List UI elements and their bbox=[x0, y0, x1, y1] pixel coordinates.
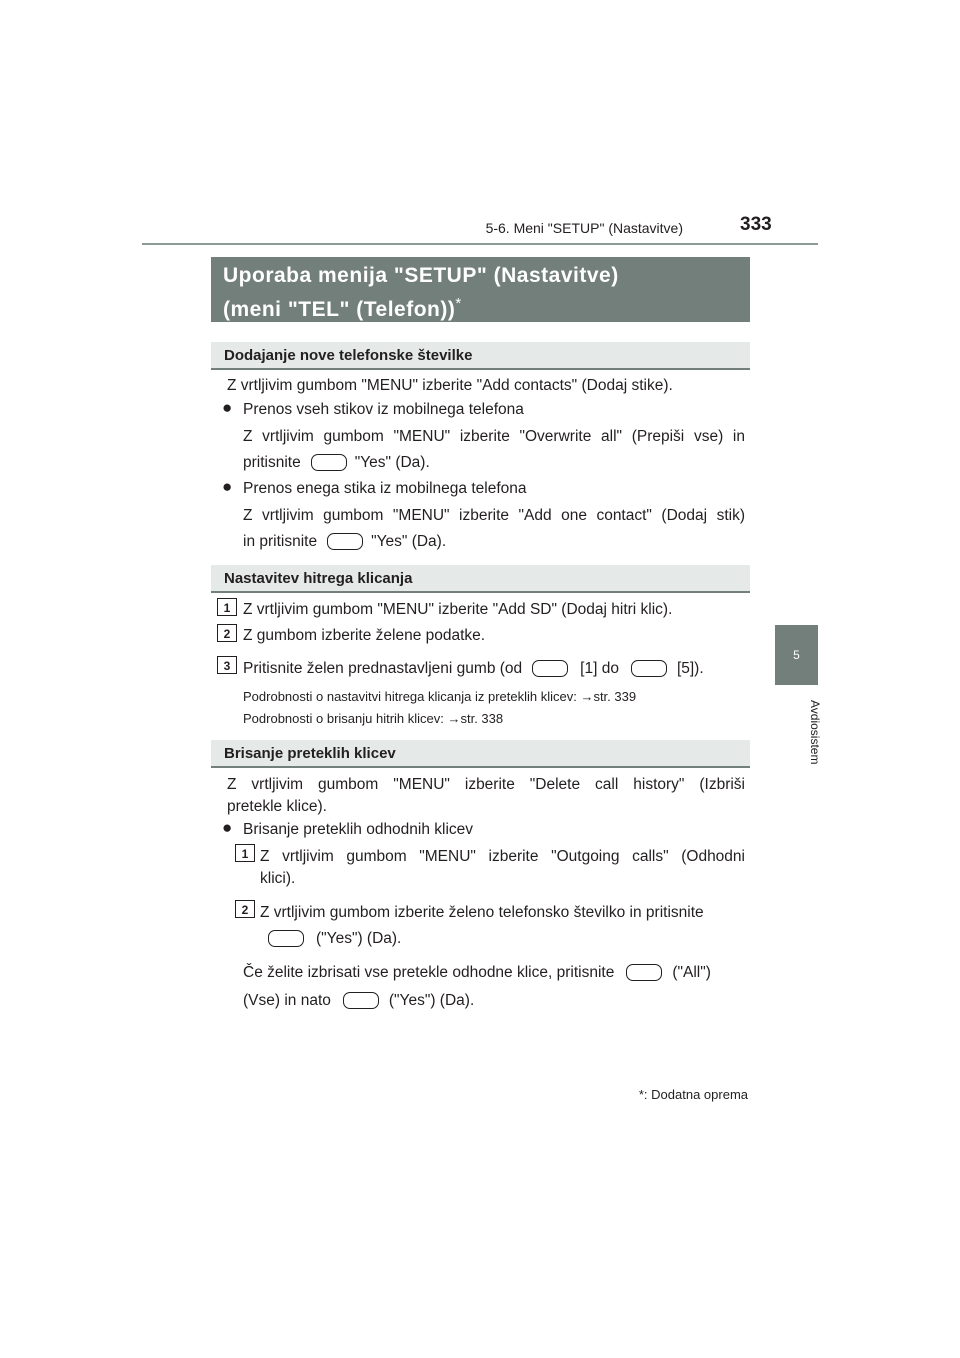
transfer-one-line2: in pritisnite "Yes" (Da). bbox=[243, 533, 447, 550]
section-title-line2: (meni "TEL" (Telefon)) bbox=[223, 298, 456, 321]
chapter-label: Avdiosistem bbox=[808, 700, 822, 765]
step-number: 1 bbox=[235, 844, 255, 862]
yes-button-icon bbox=[268, 930, 304, 947]
section-title-line1: Uporaba menija "SETUP" (Nastavitve) bbox=[223, 264, 619, 287]
page-number: 333 bbox=[740, 214, 772, 235]
transfer-one-line1: Z vrtljivim gumbom "MENU" izberite "Add one contact" (Dodaj stik) bbox=[243, 507, 745, 524]
speed-dial-step3: Pritisnite želen prednastavljeni gumb (od [1] do [5]). bbox=[243, 660, 704, 677]
subheading-add-number: Dodajanje nove telefonske številke bbox=[211, 342, 750, 370]
section-title bbox=[211, 257, 750, 322]
bullet-mark: ● bbox=[222, 477, 233, 496]
bullet-delete-outgoing: Brisanje preteklih odhodnih klicev bbox=[243, 821, 474, 838]
speed-dial-step2: Z gumbom izberite želene podatke. bbox=[243, 627, 486, 644]
yes-button-icon bbox=[311, 454, 347, 471]
speed-dial-note2: Podrobnosti o brisanju hitrih klicev: →str. 338 bbox=[243, 711, 504, 726]
yes-button-icon bbox=[327, 533, 363, 550]
speed-dial-note1: Podrobnosti o nastavitvi hitrega klicanja iz preteklih klicev: →str. 339 bbox=[243, 689, 637, 704]
step-number: 3 bbox=[217, 656, 237, 674]
step-number: 1 bbox=[217, 598, 237, 616]
running-head: 5-6. Meni "SETUP" (Nastavitve) bbox=[485, 220, 683, 236]
preset-button-icon bbox=[532, 660, 568, 677]
bullet-mark: ● bbox=[222, 818, 233, 837]
step-number: 2 bbox=[217, 624, 237, 642]
transfer-all-line1: Z vrtljivim gumbom "MENU" izberite "Overwrite all" (Prepiši vse) in bbox=[243, 428, 745, 445]
speed-dial-step1: Z vrtljivim gumbom "MENU" izberite "Add SD" (Dodaj hitri klic). bbox=[243, 601, 673, 618]
delete-step1-line2: klici). bbox=[260, 870, 296, 887]
optional-mark: * bbox=[455, 295, 462, 312]
delete-all-line2: (Vse) in nato ("Yes") (Da). bbox=[243, 992, 475, 1009]
transfer-all-line2: pritisnite "Yes" (Da). bbox=[243, 454, 430, 471]
all-button-icon bbox=[626, 964, 662, 981]
delete-intro-line1: Z vrtljivim gumbom "MENU" izberite "Delete call history" (Izbriši bbox=[227, 776, 745, 793]
delete-step1-line1: Z vrtljivim gumbom "MENU" izberite "Outgoing calls" (Odhodni bbox=[260, 848, 745, 865]
bullet-transfer-all: Prenos vseh stikov iz mobilnega telefona bbox=[243, 401, 524, 418]
chapter-tab: 5 bbox=[775, 625, 818, 685]
subheading-speed-dial: Nastavitev hitrega klicanja bbox=[211, 565, 750, 593]
header-rule bbox=[142, 243, 818, 245]
yes-button-icon bbox=[343, 992, 379, 1009]
step-number: 2 bbox=[235, 900, 255, 918]
preset-button-icon bbox=[631, 660, 667, 677]
subheading-delete-history: Brisanje preteklih klicev bbox=[211, 740, 750, 768]
bullet-mark: ● bbox=[222, 398, 233, 417]
delete-step2-line2: ("Yes") (Da). bbox=[260, 928, 401, 950]
bullet-transfer-one: Prenos enega stika iz mobilnega telefona bbox=[243, 480, 527, 497]
delete-intro-line2: pretekle klice). bbox=[227, 798, 327, 815]
add-number-intro: Z vrtljivim gumbom "MENU" izberite "Add contacts" (Dodaj stike). bbox=[227, 377, 673, 394]
delete-all-line1: Če želite izbrisati vse pretekle odhodne klice, pritisnite ("All") bbox=[243, 964, 711, 981]
footnote: *: Dodatna oprema bbox=[638, 1087, 748, 1102]
delete-step2-line1: Z vrtljivim gumbom izberite želeno telefonsko številko in pritisnite bbox=[260, 904, 704, 921]
